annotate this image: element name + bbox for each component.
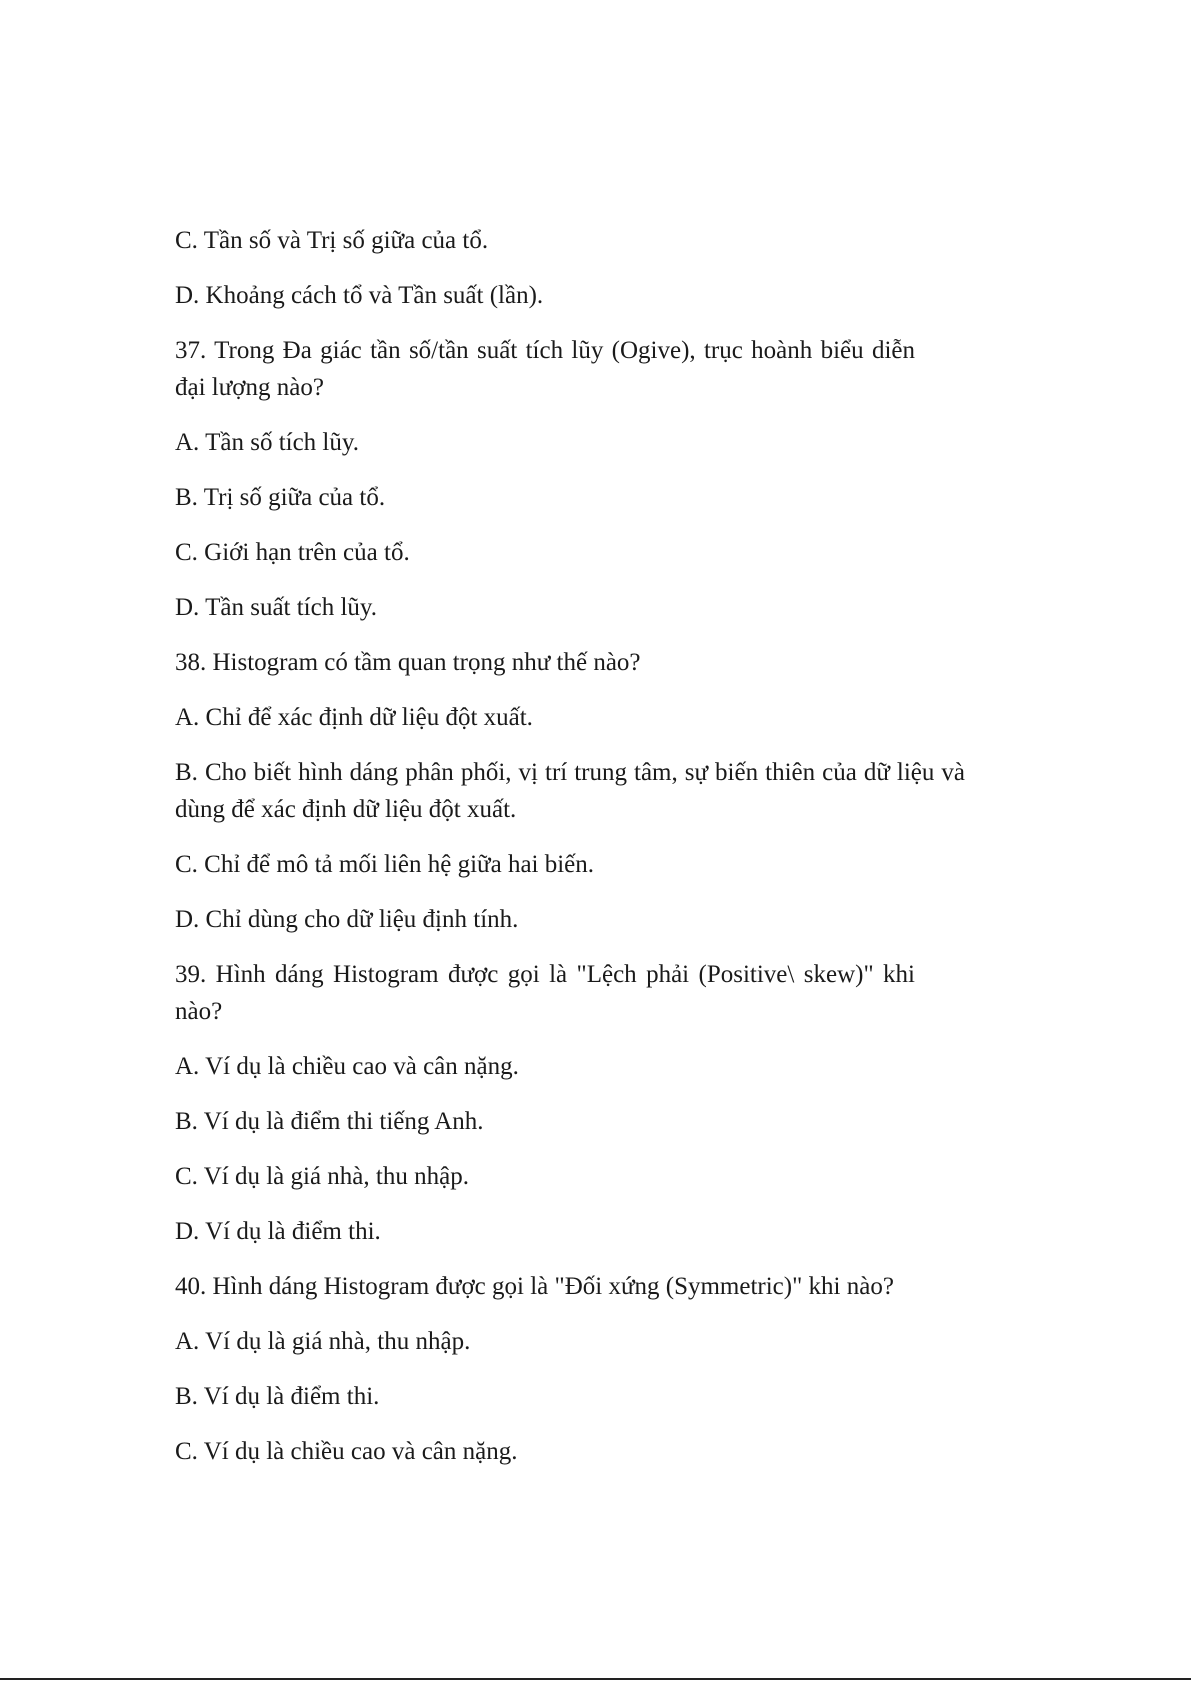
option-b-q39: B. Ví dụ là điểm thi tiếng Anh. <box>175 1108 484 1135</box>
option-a-q39: A. Ví dụ là chiều cao và cân nặng. <box>175 1053 519 1080</box>
option-b-q37: B. Trị số giữa của tổ. <box>175 484 386 511</box>
option-b-q38: B. Cho biết hình dáng phân phối, vị trí trung tâm, sự biến thiên của dữ liệu và dùng để xác định dữ liệu đột xuất. <box>175 759 965 823</box>
question-40: 40. Hình dáng Histogram được gọi là "Đối xứng (Symmetric)" khi nào? <box>175 1273 894 1300</box>
option-d-q38: D. Chỉ dùng cho dữ liệu định tính. <box>175 906 519 933</box>
question-39: 39. Hình dáng Histogram được gọi là "Lệch phải (Positive\ skew)" khi nào? <box>175 961 915 1025</box>
option-c-q38: C. Chỉ để mô tả mối liên hệ giữa hai biến. <box>175 851 595 878</box>
option-d-q36: D. Khoảng cách tổ và Tần suất (lần). <box>175 282 544 309</box>
option-d-q39: D. Ví dụ là điểm thi. <box>175 1218 381 1245</box>
option-d-q37: D. Tần suất tích lũy. <box>175 594 378 621</box>
option-c-q36: C. Tần số và Trị số giữa của tổ. <box>175 227 489 254</box>
option-a-q38: A. Chỉ để xác định dữ liệu đột xuất. <box>175 704 533 731</box>
question-38: 38. Histogram có tầm quan trọng như thế nào? <box>175 649 641 676</box>
option-c-q37: C. Giới hạn trên của tổ. <box>175 539 410 566</box>
option-c-q39: C. Ví dụ là giá nhà, thu nhập. <box>175 1163 469 1190</box>
option-a-q37: A. Tần số tích lũy. <box>175 429 360 456</box>
option-a-q40: A. Ví dụ là giá nhà, thu nhập. <box>175 1328 471 1355</box>
option-b-q40: B. Ví dụ là điểm thi. <box>175 1383 380 1410</box>
page-bottom-rule <box>0 1678 1191 1680</box>
question-37: 37. Trong Đa giác tần số/tần suất tích lũy (Ogive), trục hoành biểu diễn đại lượng nào? <box>175 337 915 401</box>
document-page <box>175 222 1035 1488</box>
option-c-q40: C. Ví dụ là chiều cao và cân nặng. <box>175 1438 518 1465</box>
